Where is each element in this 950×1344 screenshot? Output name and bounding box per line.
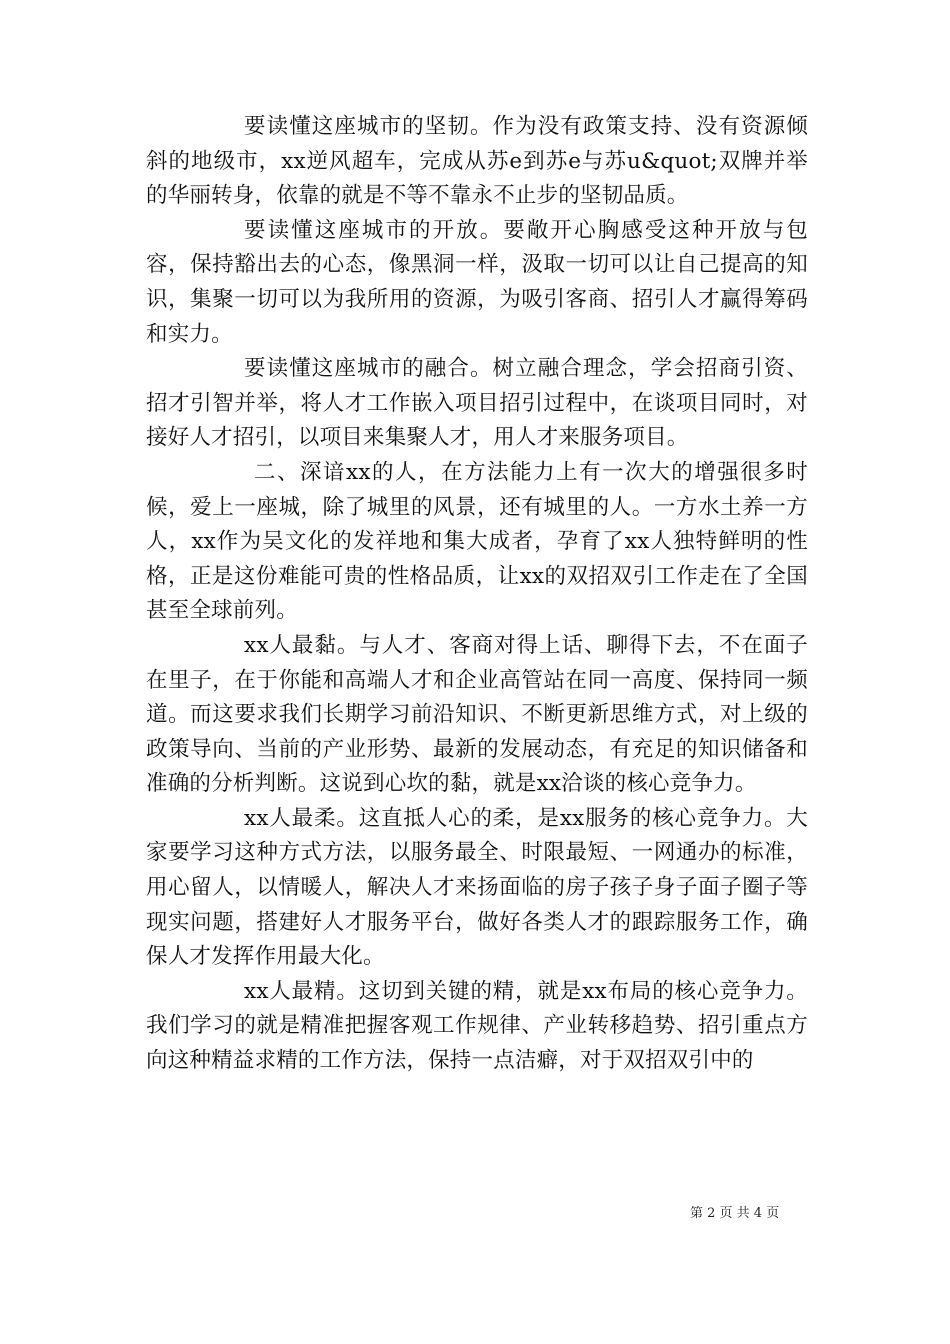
paragraph-resilience: 要读懂这座城市的坚韧。作为没有政策支持、没有资源倾斜的地级市，xx逆风超车，完成从苏e到苏e与苏u&quot;双牌并举的华丽转身，依靠的就是不等不靠永不止步的坚韧品质。 — [146, 114, 808, 209]
paragraph-section-two: 二、深谙xx的人，在方法能力上有一次大的增强很多时候，爱上一座城，除了城里的风景，还有城里的人。一方水土养一方人，xx作为吴文化的发祥地和集大成者，孕育了xx人独特鲜明的性格，正是这份难能可贵的性格品质，让xx的双招双引工作走在了全国甚至全球前列。 — [146, 459, 808, 624]
paragraph-precise: xx人最精。这切到关键的精，就是xx布局的核心竞争力。我们学习的就是精准把握客观工作规律、产业转移趋势、招引重点方向这种精益求精的工作方法，保持一点洁癖，对于双招双引中的 — [146, 978, 808, 1074]
paragraph-openness: 要读懂这座城市的开放。要敞开心胸感受这种开放与包容，保持豁出去的心态，像黑洞一样，汲取一切可以让自己提高的知识，集聚一切可以为我所用的资源，为吸引客商、招引人才赢得筹码和实力。 — [146, 217, 808, 347]
paragraph-sticky: xx人最黏。与人才、客商对得上话、聊得下去，不在面子在里子，在于你能和高端人才和企业高管站在同一高度、保持同一频道。而这要求我们长期学习前沿知识、不断更新思维方式，对上级的政策导向、当前的产业形势、最新的发展动态，有充足的知识储备和准确的分析判断。这说到心坎的黏，就是xx洽谈的核心竞争力。 — [146, 632, 808, 797]
paragraph-integration: 要读懂这座城市的融合。树立融合理念，学会招商引资、招才引智并举，将人才工作嵌入项目招引过程中，在谈项目同时，对接好人才招引，以项目来集聚人才，用人才来服务项目。 — [146, 356, 808, 451]
paragraph-gentle: xx人最柔。这直抵人心的柔，是xx服务的核心竞争力。大家要学习这种方式方法，以服务最全、时限最短、一网通办的标准，用心留人，以情暖人，解决人才来扬面临的房子孩子身子面子圈子等现实问题，搭建好人才服务平台，做好各类人才的跟踪服务工作，确保人才发挥作用最大化。 — [146, 805, 808, 970]
document-body — [146, 110, 808, 1079]
page-number: 第 2 页 共 4 页 — [690, 1206, 780, 1221]
